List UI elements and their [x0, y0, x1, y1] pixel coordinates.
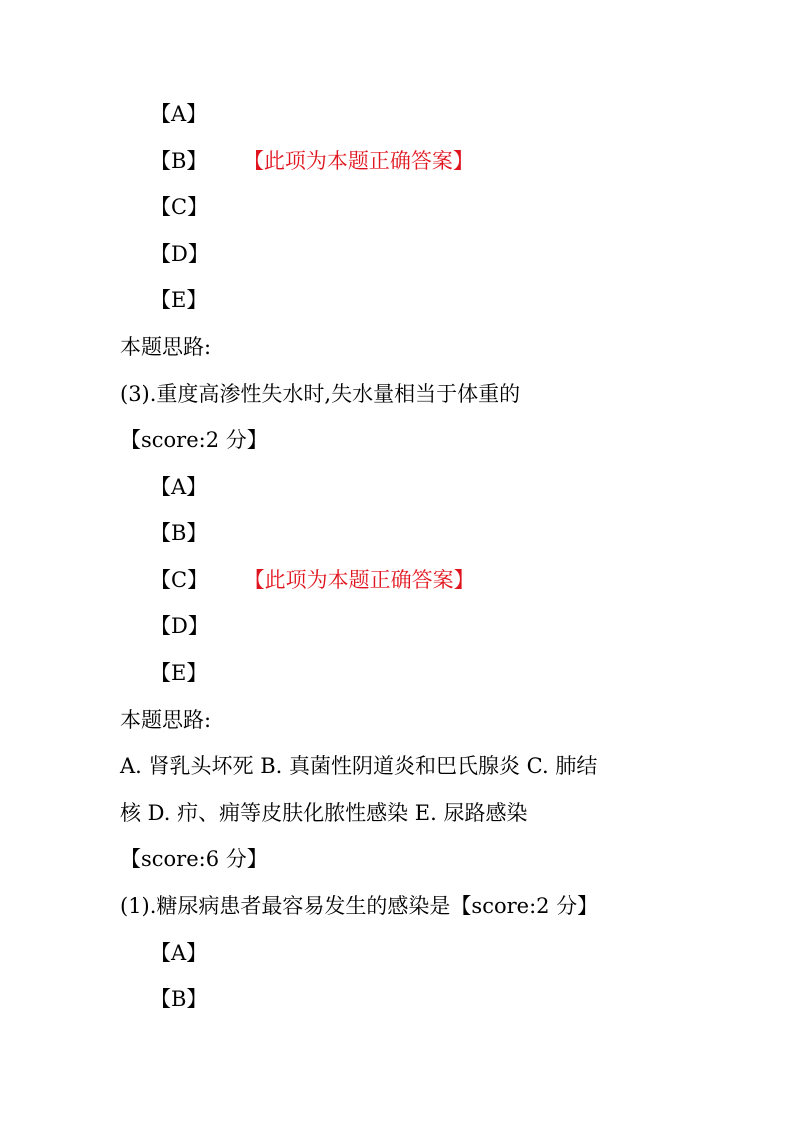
q3-score: 【score:2 分】 — [120, 428, 268, 452]
q2-option-a: 【A】 — [150, 102, 208, 126]
group-options-line-2: 核 D. 疖、痈等皮肤化脓性感染 E. 尿路感染 — [120, 801, 528, 825]
group-options-line-1: A. 肾乳头坏死 B. 真菌性阴道炎和巴氏腺炎 C. 肺结 — [120, 754, 598, 778]
q2-option-b: 【B】 【此项为本题正确答案】 — [150, 149, 474, 173]
q3-option-a: 【A】 — [150, 475, 208, 499]
q3-option-b: 【B】 — [150, 521, 208, 545]
q2-option-d: 【D】 — [150, 242, 209, 266]
correct-answer-marker: 【此项为本题正确答案】 — [254, 568, 475, 592]
q2-option-c: 【C】 — [150, 195, 209, 219]
q3-explanation-label: 本题思路: — [120, 708, 212, 732]
q3-option-c: 【C】 【此项为本题正确答案】 — [150, 568, 475, 592]
q1-option-b: 【B】 — [150, 987, 208, 1011]
q1-option-a: 【A】 — [150, 941, 208, 965]
correct-answer-marker: 【此项为本题正确答案】 — [253, 149, 474, 173]
q3-question-text: (3).重度高渗性失水时,失水量相当于体重的 — [120, 382, 521, 406]
q1-question-text: (1).糖尿病患者最容易发生的感染是【score:2 分】 — [120, 894, 599, 918]
group-score: 【score:6 分】 — [120, 847, 268, 871]
q3-option-d: 【D】 — [150, 614, 209, 638]
q2-option-e: 【E】 — [150, 288, 208, 312]
q3-option-e: 【E】 — [150, 661, 208, 685]
q2-explanation-label: 本题思路: — [120, 335, 212, 359]
